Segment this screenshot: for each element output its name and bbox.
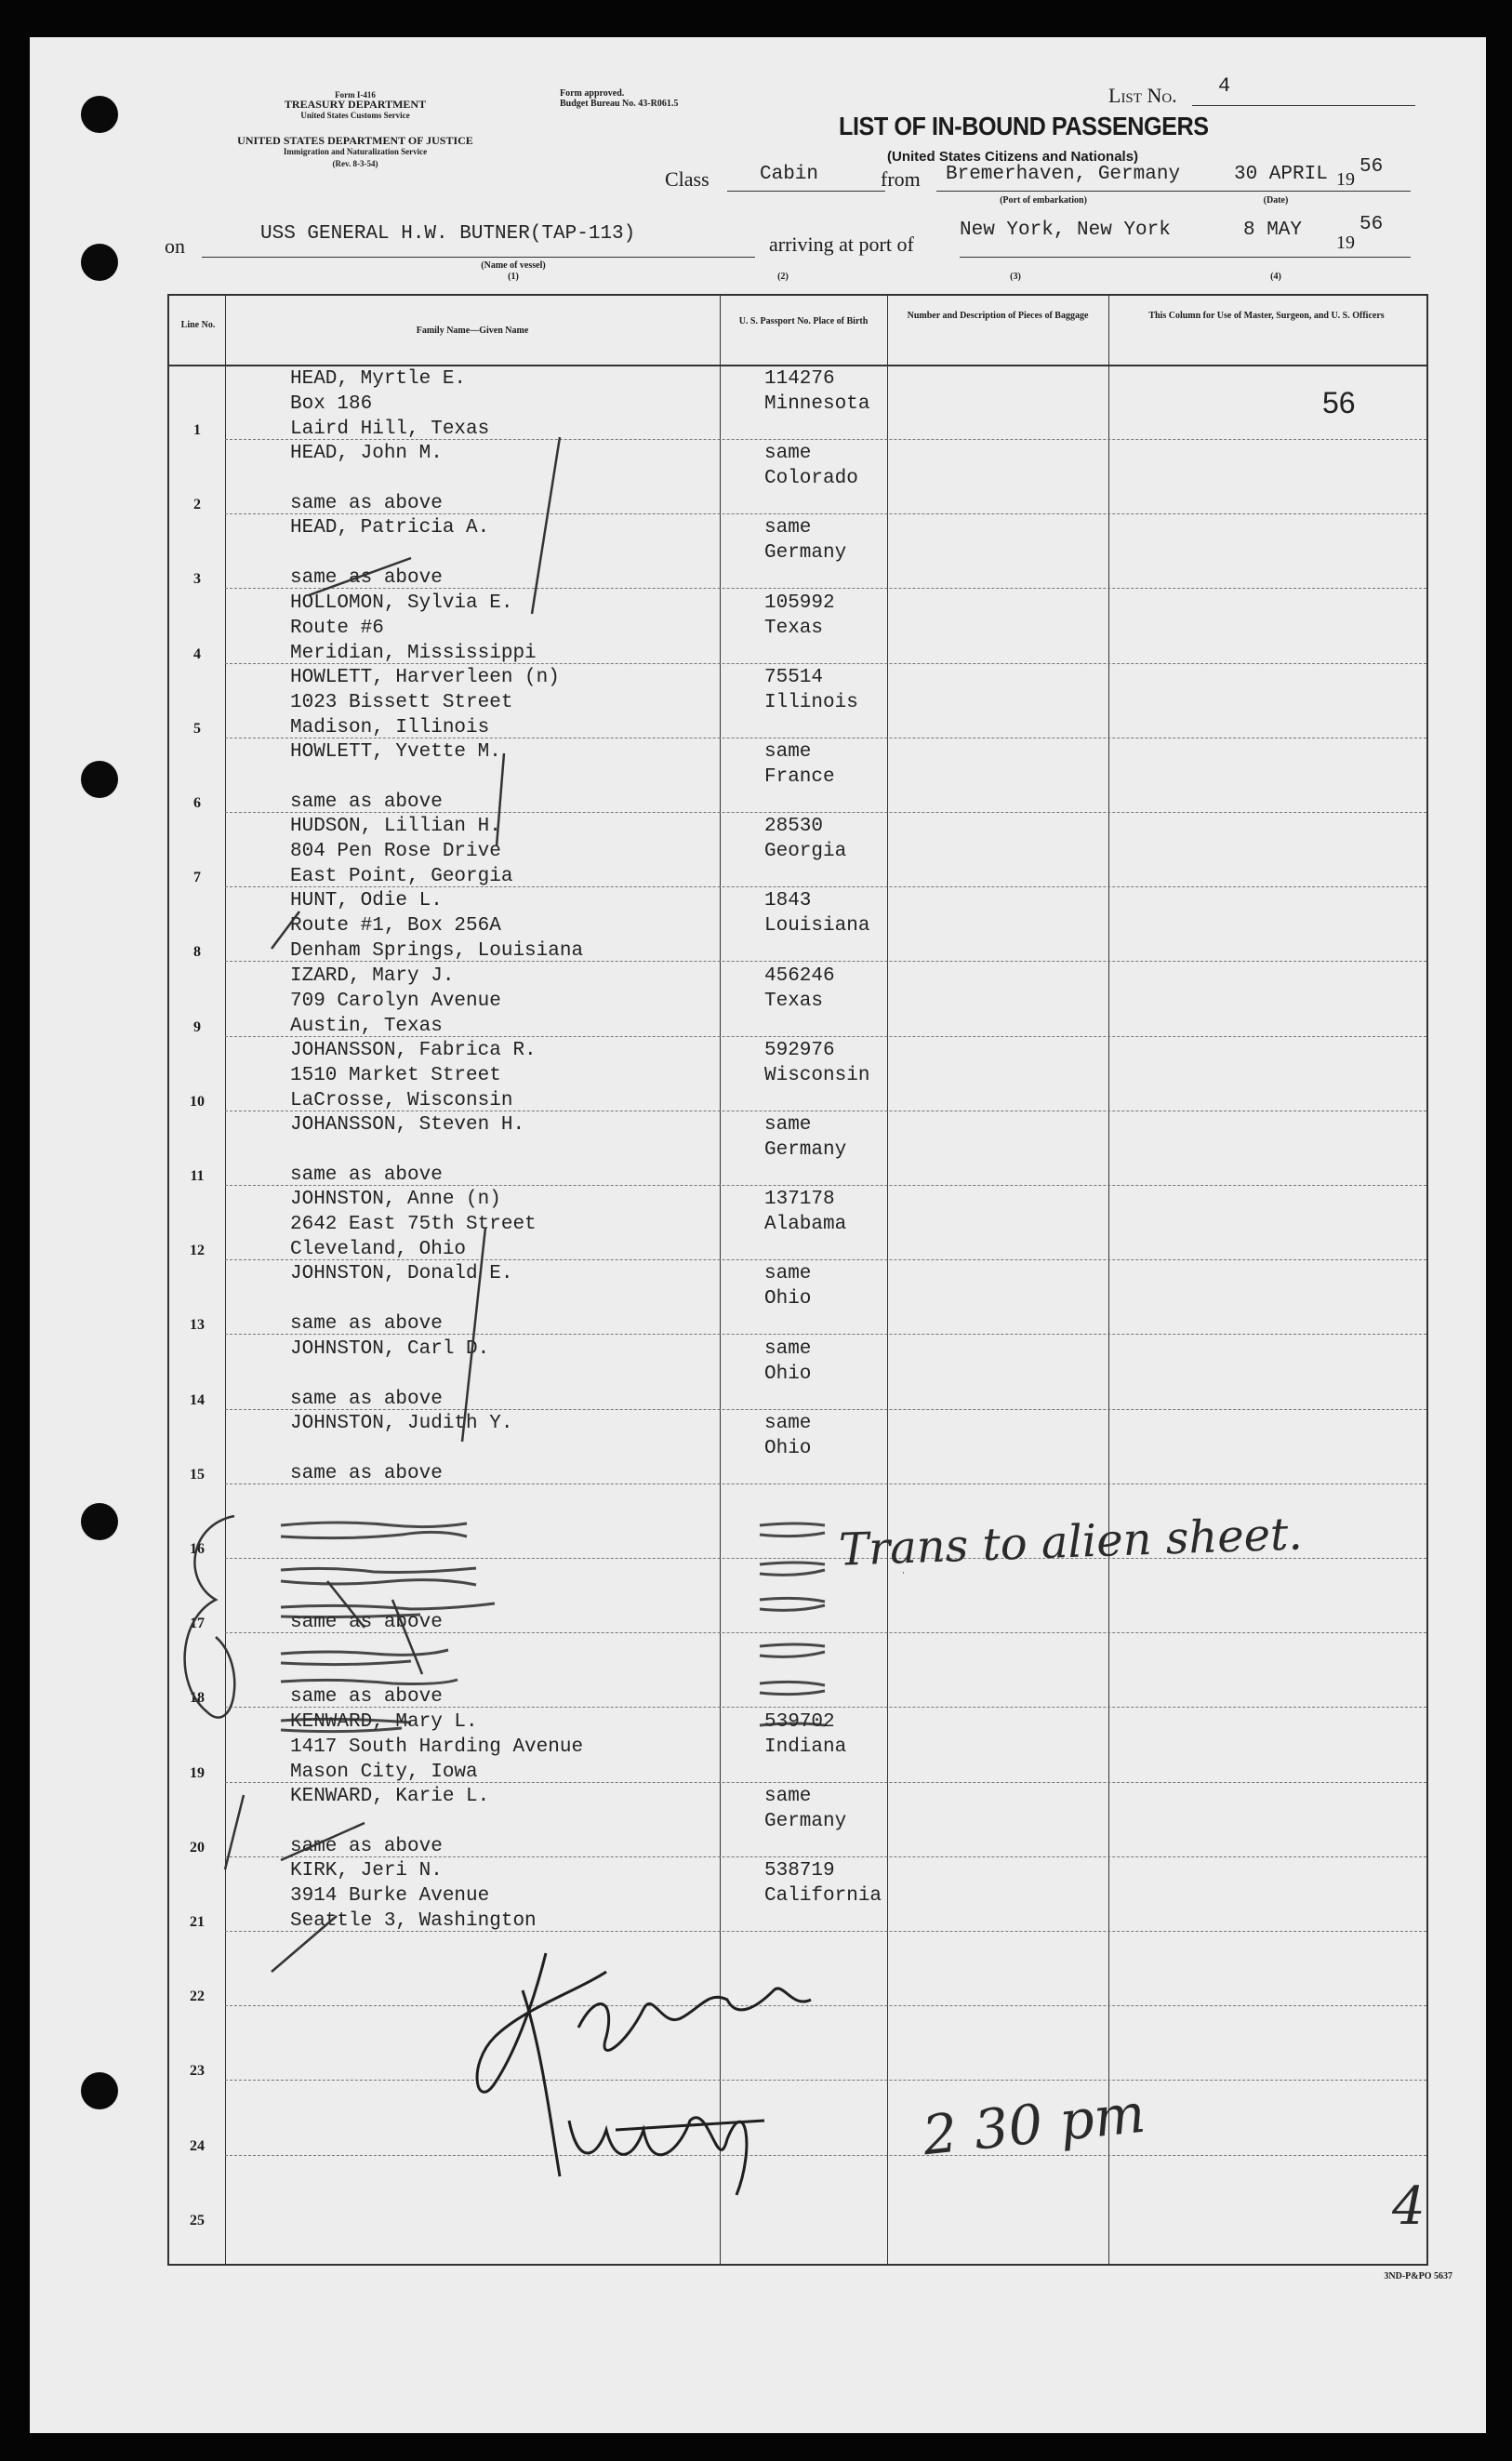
entry-text-line-1: JOHANSSON, Steven H. [290,1114,525,1136]
form-number: Form I-416 [335,90,376,100]
col-header-passport: U. S. Passport No. Place of Birth [738,316,869,326]
class-underline [727,191,885,192]
entry-text-line-3: Denham Springs, Louisiana [290,940,584,963]
line-number: 22 [190,1989,205,2005]
entry-text-line-3: same as above [290,1686,443,1709]
entry-text-line-2: 804 Pen Rose Drive [290,841,501,863]
passport-number: same [764,1114,812,1136]
passport-number: 137178 [764,1189,835,1211]
passport-number: same [764,1263,812,1285]
entry-text-line-1: HUDSON, Lillian H. [290,816,501,838]
line-number: 20 [190,1839,205,1856]
entry-text-line-3: same as above [290,1462,443,1484]
place-of-birth: Wisconsin [764,1064,870,1086]
date-caption: (Date) [1263,195,1289,206]
place-of-birth: Colorado [764,468,858,490]
col-header-baggage: Number and Description of Pieces of Baggage [907,311,1089,321]
col-header-officers: This Column for Use of Master, Surgeon, and U. S. Officers [1148,311,1385,321]
passport-number: same [764,443,812,465]
dept-line-1: TREASURY DEPARTMENT [284,98,427,111]
entry-text-line-1: HEAD, Myrtle E. [290,368,467,390]
from-label: from [881,167,921,191]
col-header-name: Family Name—Given Name [416,326,529,336]
passport-number: 538719 [764,1860,835,1882]
line-number: 8 [193,944,201,961]
caption-4: (4) [1270,272,1281,282]
dept-line-2: United States Customs Service [300,111,410,120]
entry-text-line-3: Madison, Illinois [290,716,490,738]
entry-text-line-3: Seattle 3, Washington [290,1910,537,1932]
passport-number: same [764,1337,812,1360]
place-of-birth: Indiana [764,1736,847,1758]
entry-text-line-1: JOHNSTON, Carl D. [290,1337,490,1360]
form-title: LIST OF IN-BOUND PASSENGERS [839,112,1209,140]
port-underline [960,257,1411,258]
line-number: 6 [193,795,201,811]
officer-count: 56 [1322,386,1356,419]
port-caption: (Port of embarkation) [1000,195,1087,206]
punch-hole-3 [81,761,118,798]
budget-bureau: Budget Bureau No. 43-R061.5 [560,99,679,109]
manifest-sheet [30,37,1486,2433]
place-of-birth: Ohio [764,1437,812,1459]
departure-year: 56 [1359,156,1384,178]
line-number: 5 [193,720,201,737]
passport-number: 456246 [764,964,835,987]
entry-text-line-3: Laird Hill, Texas [290,419,490,440]
entry-text-line-1: JOHNSTON, Donald E. [290,1263,513,1285]
arriving-label: arriving at port of [769,233,914,256]
punch-hole-5 [81,2072,118,2109]
line-number: 15 [190,1466,205,1483]
place-of-birth: Germany [764,1139,847,1161]
corner-mark: 4 [1392,2176,1426,2237]
line-number: 3 [193,571,201,588]
place-of-birth: Minnesota [764,393,870,415]
punch-hole-2 [81,244,118,281]
entry-text-line-1: JOHANSSON, Fabrica R. [290,1039,537,1061]
line-number: 11 [190,1168,205,1184]
entry-text-line-3: Austin, Texas [290,1015,443,1037]
revision-date: (Rev. 8-3-54) [332,159,378,168]
place-of-birth: Georgia [764,841,847,863]
line-number: 16 [190,1541,205,1557]
entry-text-line-1: HEAD, John M. [290,443,443,465]
from-value: Bremerhaven, Germany [946,164,1181,185]
entry-text-line-2: 1417 South Harding Avenue [290,1736,584,1758]
from-underline [936,191,1411,192]
line-number: 1 [193,422,201,438]
entry-text-line-1: HEAD, Patricia A. [290,517,490,539]
form-subtitle: (United States Citizens and Nationals) [887,149,1139,165]
entry-text-line-1: KENWARD, Karie L. [290,1785,490,1807]
line-number: 14 [190,1391,205,1408]
caption-2: (2) [777,272,789,282]
vessel-name: USS GENERAL H.W. BUTNER(TAP-113) [260,223,636,245]
entry-text-line-3: LaCrosse, Wisconsin [290,1089,513,1111]
arrival-year: 56 [1359,214,1384,235]
on-label: on [165,234,185,258]
line-number: 7 [193,870,201,886]
line-number: 10 [190,1093,205,1110]
entry-text-line-1: HOWLETT, Harverleen (n) [290,666,560,688]
arrival-date: 8 MAY [1243,219,1303,241]
entry-text-line-1: KIRK, Jeri N. [290,1860,443,1882]
entry-text-line-1: JOHNSTON, Judith Y. [290,1412,513,1434]
entry-text-line-1: IZARD, Mary J. [290,964,455,987]
entry-text-line-1: HOWLETT, Yvette M. [290,741,501,763]
entry-text-line-3: same as above [290,1835,443,1857]
place-of-birth: Texas [764,617,824,639]
passport-number: same [764,1785,812,1807]
tally-marks [169,428,671,2028]
form-approved: Form approved. [560,88,625,99]
entry-text-line-3: same as above [290,493,443,515]
line-number: 18 [190,1690,205,1707]
line-number: 9 [193,1018,201,1035]
vessel-caption: (Name of vessel) [481,260,546,271]
punch-hole-4 [81,1503,118,1540]
passport-number: 114276 [764,368,835,390]
list-no-label: List No. [1108,84,1177,107]
departure-date: 30 APRIL [1234,164,1328,185]
transfer-note: Trans to alien sheet. [838,1508,1304,1576]
entry-text-line-2: 2642 East 75th Street [290,1214,537,1236]
line-number: 12 [190,1243,205,1259]
passport-number: 75514 [764,666,824,688]
line-number: 19 [190,1764,205,1781]
entry-text-line-3: same as above [290,1612,443,1634]
arrival-port: New York, New York [960,219,1171,241]
list-no-value: 4 [1218,74,1231,98]
line-number: 24 [190,2137,205,2154]
entry-text-line-1: KENWARD, Mary L. [290,1710,478,1733]
line-number: 13 [190,1317,205,1334]
place-of-birth: Germany [764,542,847,565]
class-value: Cabin [760,164,819,185]
line-number: 23 [190,2063,205,2080]
entry-text-line-3: same as above [290,567,443,590]
departure-year-prefix: 19 [1336,169,1355,190]
entry-text-line-3: East Point, Georgia [290,866,513,888]
place-of-birth: France [764,766,835,788]
entry-text-line-2: 3914 Burke Avenue [290,1885,490,1907]
time-note: 2 30 pm [920,2081,1148,2168]
passport-number: 539702 [764,1710,835,1733]
place-of-birth: Texas [764,990,824,1012]
passport-number: 592976 [764,1039,835,1061]
passport-number: 1843 [764,890,812,912]
place-of-birth: Ohio [764,1288,812,1310]
list-no-underline [1192,105,1415,106]
place-of-birth: Ohio [764,1363,812,1385]
entry-text-line-1: HOLLOMON, Sylvia E. [290,592,513,614]
passport-number: 28530 [764,816,824,838]
punch-hole-1 [81,96,118,133]
entry-text-line-3: Meridian, Mississippi [290,642,537,664]
entry-text-line-2: Box 186 [290,393,373,415]
place-of-birth: California [764,1885,882,1907]
dept-line-4: Immigration and Naturalization Service [283,147,428,156]
passport-number: same [764,741,812,763]
dept-line-3: UNITED STATES DEPARTMENT OF JUSTICE [237,134,473,147]
entry-text-line-2: 1023 Bissett Street [290,691,513,713]
col-header-line-no: Line No. [180,320,216,330]
place-of-birth: Alabama [764,1214,847,1236]
class-label: Class [665,167,710,191]
printer-code: 3ND-P&PO 5637 [1384,2271,1452,2281]
entry-text-line-3: Cleveland, Ohio [290,1239,467,1261]
place-of-birth: Illinois [764,691,858,713]
vessel-underline [202,257,755,258]
signature [458,1935,904,2214]
entry-text-line-2: Route #1, Box 256A [290,915,501,938]
entry-text-line-2: 1510 Market Street [290,1064,501,1086]
entry-text-line-3: Mason City, Iowa [290,1761,478,1783]
passport-number: 105992 [764,592,835,614]
entry-text-line-1: JOHNSTON, Anne (n) [290,1189,501,1211]
line-number: 21 [190,1914,205,1930]
entry-text-line-3: same as above [290,1388,443,1410]
passport-number: same [764,517,812,539]
entry-text-line-1: HUNT, Odie L. [290,890,443,912]
passport-number: same [764,1412,812,1434]
line-number: 2 [193,497,201,513]
line-number: 17 [190,1616,205,1632]
arrival-year-prefix: 19 [1336,233,1355,253]
caption-1: (1) [508,272,519,282]
line-number: 25 [190,2212,205,2228]
caption-3: (3) [1010,272,1021,282]
place-of-birth: Louisiana [764,915,870,938]
line-number: 4 [193,645,201,662]
place-of-birth: Germany [764,1810,847,1832]
entry-text-line-2: Route #6 [290,617,384,639]
entry-text-line-3: same as above [290,792,443,813]
entry-text-line-3: same as above [290,1313,443,1336]
entry-text-line-3: same as above [290,1164,443,1186]
entry-text-line-2: 709 Carolyn Avenue [290,990,501,1012]
